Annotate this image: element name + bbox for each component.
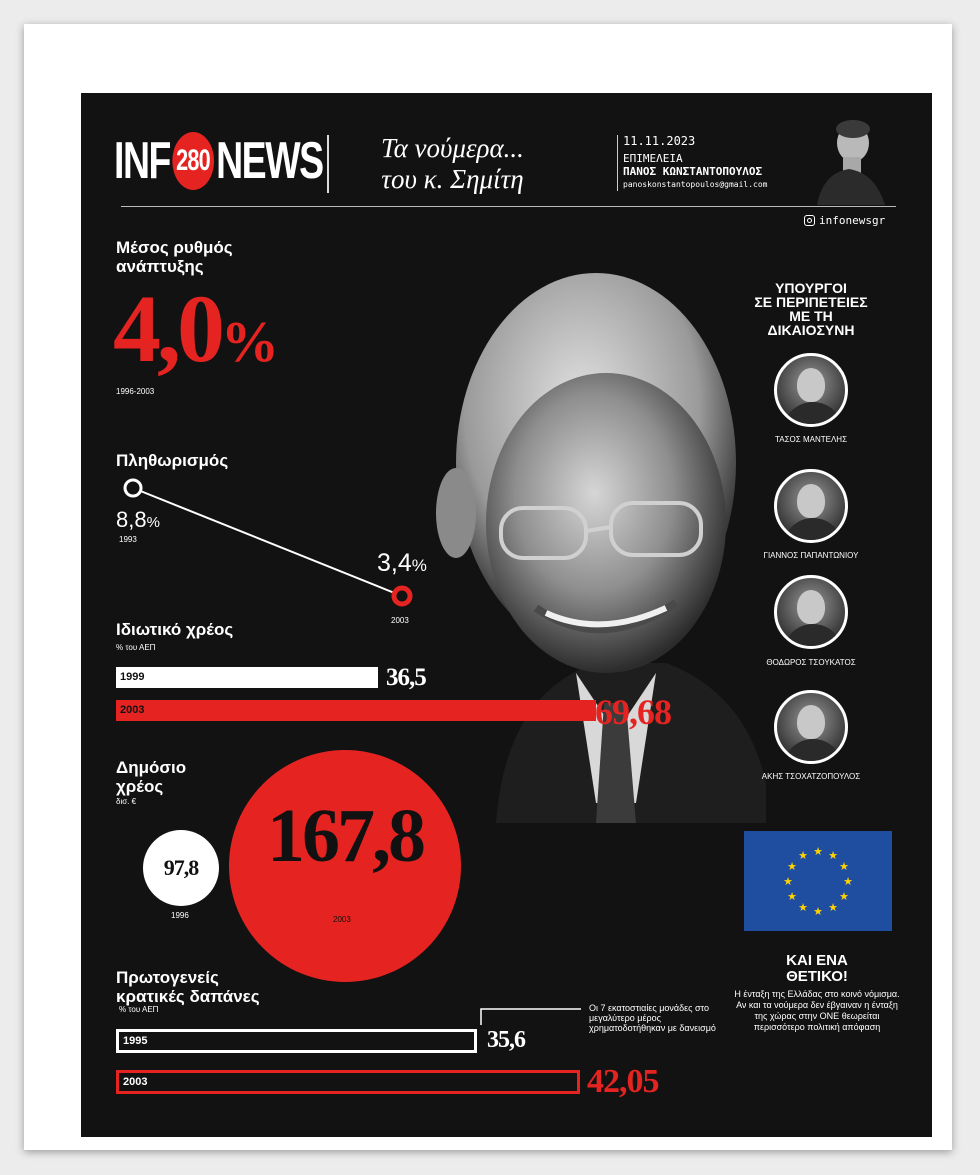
editor-label: ΕΠΙΜΕΛΕΙΑ [623, 152, 683, 165]
growth-number: 4,0 [113, 275, 221, 382]
headline [381, 133, 524, 195]
inflation-end-marker [394, 588, 410, 604]
editor-name: ΠΑΝΟΣ ΚΩΝΣΤΑΝΤΟΠΟΥΛΟΣ [623, 165, 763, 178]
editor-avatar [809, 109, 889, 205]
positive-title-line2: ΘΕΤΙΚΟ! [786, 968, 848, 985]
private-debt-title: Ιδιωτικό χρέος [116, 620, 234, 639]
positive-text: Η ένταξη της Ελλάδας στο κοινό νόμισμα. Αν και τα νούμερα δεν έβγαιναν η ένταξη της χώρας στην ΟΝΕ θεωρείται περισσότερο πολιτική απόφαση [734, 989, 900, 1032]
primary-spending-bracket [479, 1007, 583, 1027]
instagram-link[interactable] [804, 214, 885, 227]
headline-line2: του κ. Σημίτη [381, 164, 524, 194]
header-divider [327, 135, 329, 193]
primary-spending-title-line2: κρατικές δαπάνες [116, 987, 260, 1006]
inflation-start-value [116, 507, 160, 533]
instagram-handle: infonewsgr [819, 214, 886, 227]
minister-name-1: ΤΑΣΟΣ ΜΑΝΤΕΛΗΣ [774, 435, 848, 444]
primary-spending-value-2003: 42,05 [587, 1063, 659, 1100]
inflation-title: Πληθωρισμός [116, 451, 229, 470]
primary-spending-subtitle: % του ΑΕΠ [119, 1005, 159, 1014]
logo-text-left: INF [114, 132, 170, 190]
logo-text-right: NEWS [216, 132, 323, 190]
inflation-start-marker [125, 480, 141, 496]
eu-star-icon: ★ [798, 901, 808, 914]
public-debt-title-line2: χρέος [116, 777, 164, 796]
eu-star-icon: ★ [828, 849, 838, 862]
eu-star-icon: ★ [787, 860, 797, 873]
minister-photo-2 [774, 469, 848, 543]
growth-value [113, 275, 277, 390]
primary-spending-year-1995: 1995 [123, 1035, 148, 1047]
eu-star-icon: ★ [798, 849, 808, 862]
inflation-start-number: 8,8 [116, 507, 147, 532]
inflation-end-unit: % [411, 556, 427, 575]
eu-flag-icon [744, 831, 892, 931]
private-debt-value-2003: 69,68 [595, 692, 671, 732]
public-debt-subtitle: δισ. € [116, 797, 137, 806]
eu-star-icon: ★ [839, 890, 849, 903]
inflation-end-value [377, 549, 427, 578]
public-debt-1996-value: 97,8 [163, 855, 199, 880]
infonews-logo [114, 131, 323, 191]
headline-line1: Τα νούμερα... [381, 133, 524, 163]
primary-spending-bar-1995 [116, 1029, 477, 1053]
eu-star-icon: ★ [787, 890, 797, 903]
primary-spending-bar-2003 [116, 1070, 580, 1094]
positive-title [731, 953, 903, 985]
ministers-title-line1: ΥΠΟΥΡΓΟΙ [775, 280, 847, 296]
inflation-start-year: 1993 [119, 535, 137, 544]
public-debt-2003-value: 167,8 [267, 794, 423, 878]
page-sheet [24, 24, 952, 1150]
instagram-icon [804, 215, 815, 226]
minister-photo-4 [774, 690, 848, 764]
primary-spending-title-line1: Πρωτογενείς [116, 968, 219, 987]
minister-photo-3 [774, 575, 848, 649]
editor-email: panoskonstantopoulos@gmail.com [623, 180, 768, 189]
private-debt-bar-1999 [116, 667, 378, 688]
growth-title-line1: Μέσος ρυθμός [116, 238, 233, 257]
minister-name-2: ΓΙΑΝΝΟΣ ΠΑΠΑΝΤΩΝΙΟΥ [763, 551, 859, 560]
public-debt-1996-circle [143, 830, 219, 906]
inflation-end-number: 3,4 [377, 549, 412, 577]
private-debt-subtitle: % του ΑΕΠ [116, 643, 156, 652]
credits-block [617, 135, 768, 191]
public-debt-2003-year: 2003 [333, 915, 351, 924]
header-rule [121, 206, 896, 207]
eu-star-icon: ★ [828, 901, 838, 914]
inflation-end-year: 2003 [391, 616, 409, 625]
growth-unit: % [221, 309, 277, 374]
logo-circle: 280 [172, 132, 214, 190]
minister-name-3: ΘΟΔΩΡΟΣ ΤΣΟΥΚΑΤΟΣ [766, 658, 856, 667]
eu-star-icon: ★ [813, 845, 823, 858]
eu-star-icon: ★ [843, 875, 853, 888]
ministers-title [736, 281, 886, 337]
ministers-title-line2: ΣΕ ΠΕΡΙΠΕΤΕΙΕΣ [754, 294, 868, 310]
eu-star-icon: ★ [813, 905, 823, 918]
private-debt-year-2003: 2003 [120, 704, 145, 716]
simitis-portrait [436, 263, 766, 823]
primary-spending-title [116, 968, 260, 1006]
growth-title-line2: ανάπτυξης [116, 257, 204, 276]
primary-spending-year-2003: 2003 [123, 1076, 148, 1088]
issue-date: 11.11.2023 [623, 134, 696, 148]
ministers-title-line3: ΜΕ ΤΗ [789, 308, 833, 324]
eu-star-icon: ★ [839, 860, 849, 873]
private-debt-value-1999: 36,5 [386, 664, 426, 691]
public-debt-title-line1: Δημόσιο [116, 758, 187, 777]
inflation-line [133, 488, 402, 596]
eu-star-icon: ★ [783, 875, 793, 888]
positive-title-line1: ΚΑΙ ΕΝΑ [786, 952, 848, 969]
public-debt-1996-year: 1996 [171, 911, 189, 920]
growth-period: 1996-2003 [116, 387, 155, 396]
private-debt-year-1999: 1999 [120, 671, 145, 683]
minister-photo-1 [774, 353, 848, 427]
inflation-line-chart [111, 473, 421, 613]
private-debt-bar-2003 [116, 700, 596, 721]
primary-spending-value-1995: 35,6 [487, 1027, 525, 1053]
inflation-start-unit: % [146, 514, 160, 531]
ministers-title-line4: ΔΙΚΑΙΟΣΥΝΗ [767, 322, 855, 338]
public-debt-title [116, 758, 186, 796]
growth-title [116, 238, 233, 276]
minister-name-4: ΑΚΗΣ ΤΣΟΧΑΤΖΟΠΟΥΛΟΣ [761, 772, 861, 781]
primary-spending-note: Οι 7 εκατοστιαίες μονάδες στο μεγαλύτερο μέρος χρηματοδοτήθηκαν με δανεισμό [589, 1003, 716, 1033]
infographic-poster [81, 93, 932, 1137]
